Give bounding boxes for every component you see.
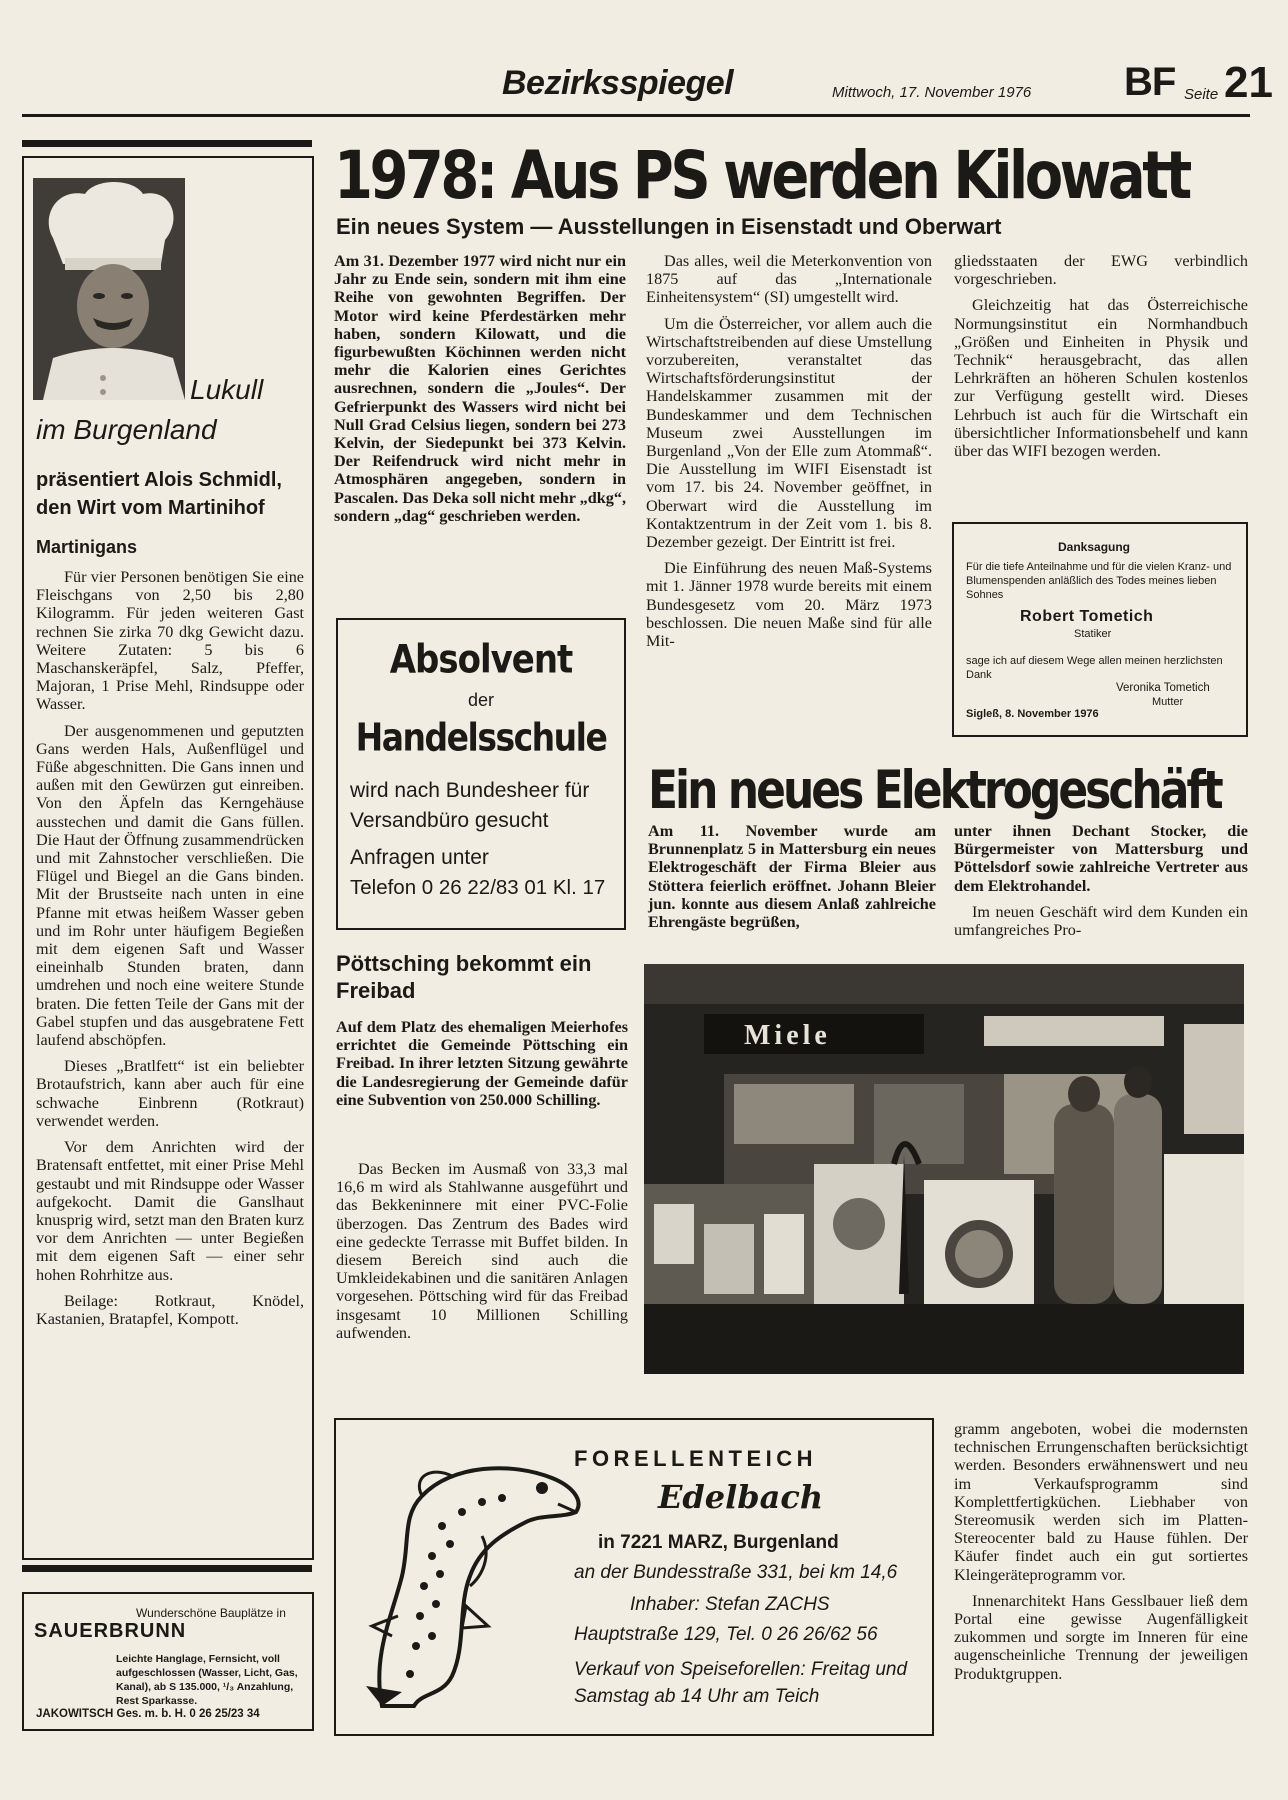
danksagung-signature-role: Mutter <box>1152 696 1184 708</box>
forellen-ad-location: in 7221 MARZ, Burgenland <box>598 1532 839 1553</box>
column-rule-bottom <box>22 1565 312 1572</box>
masthead-rule <box>22 114 1250 117</box>
trout-illustration <box>362 1456 592 1716</box>
article-paragraph: Im neuen Geschäft wird dem Kunden ein umfangreiches Pro- <box>954 902 1248 940</box>
issue-date: Mittwoch, 17. November 1976 <box>832 84 1032 101</box>
shop-interior-image <box>644 964 1244 1374</box>
chef-photo <box>33 178 185 400</box>
forellen-ad-place: Edelbach <box>658 1478 824 1516</box>
recipe-paragraph: Der ausgenommenen und geputzten Gans werden Hals, Außenflügel und Füße abgeschnitten. Die Gans innen und außen mit den Gewürzen gut einreiben. Von den Äpfeln das Kerngehäuse ausstechen und damit die Gans füllen. Die Haut der Öffnung zusammendrücken und mit Zahnstocher verschließen. Die Flügel und Biegel an die Gans binden. Mit der Brustseite nach unten in eine Pfanne mit etwas heißem Wasser geben und im Rohr unter häufigem Begießen mit dem eigenen Saft und Wasser eineinhalb Stunden braten, dann umdrehen und noch eine weitere Stunde braten. Die fetten Teile der Gans mit der Gabel stupfen und das ausgebratene Fett laufend abschöpfen. <box>36 721 304 1050</box>
article-paragraph: gliedsstaaten der EWG verbindlich vorgeschrieben. <box>954 252 1248 289</box>
article-paragraph: Um die Österreicher, vor allem auch die Wirtschaftstreibenden auf diese Umstellung vorzubereiten, veranstaltet das Wirtschaftsförderungsinstitut der Handelskammer zusammen mit der Bundeskammer und dem Technischen Museum zwei Ausstellungen im Burgenland „Von der Elle zum Atommaß“. Die Ausstellung im WIFI Eisenstadt ist vom 17. bis 24. November geöffnet, in Oberwart wird die Ausstellung im Kontaktzentrum in der Zeit vom 1. bis 8. Dezember gezeigt. Der Eintritt ist frei. <box>646 314 932 552</box>
main-headline: 1978: Aus PS werden Kilowatt <box>334 138 1189 215</box>
danksagung-place-date: Sigleß, 8. November 1976 <box>966 708 1099 720</box>
lukull-subtitle: präsentiert Alois Schmidl, den Wirt vom Martinihof <box>36 469 282 519</box>
recipe-body <box>36 568 304 1336</box>
sauerbrunn-ad-intro: Wunderschöne Bauplätze in <box>136 1606 286 1620</box>
article-paragraph: unter ihnen Dechant Stocker, die Bürgermeister von Mattersburg und Pöttelsdorf sowie zahlreiche Vertreter aus dem Elektrohandel. <box>954 822 1248 895</box>
poettsching-lead: Auf dem Platz des ehemaligen Meierhofes errichtet die Gemeinde Pöttsching ein Freibad. In ihrer letzten Sitzung gewährte die Landesregierung der Gemeinde dafür eine Subvention von 250.000 Schilling. <box>336 1018 628 1109</box>
column-rule-top <box>22 140 312 147</box>
recipe-paragraph: Für vier Personen benötigen Sie eine Fleischgans von 2,50 bis 2,80 Kilogramm. Für jeden weiteren Gast rechnen Sie zirka 70 dkg Gewicht dazu. Weitere Zutaten: 5 bis 6 Maschanskeräpfel, Salz, Pfeffer, Majoran, 1 Prise Mehl, Rindsuppe oder Wasser. <box>36 568 304 714</box>
main-article-lead: Am 31. Dezember 1977 wird nicht nur ein Jahr zu Ende sein, sondern mit ihm eine Reihe von gewohnten Begriffen. Der Motor wird keine Pferdestärken mehr haben, sondern Kilowatt, und die figurbewußten Köchinnen werden nicht mehr die Kalorien eines Gerichtes ausrechnen, sondern die „Joules“. Der Gefrierpunkt des Wassers wird nicht bei Null Grad Celsius liegen, sondern bei 273 Kelvin, der Siedepunkt bei 373 Kelvin. Der Reifendruck wird nicht mehr in Atmosphären angegeben, sondern in Pascalen. Das Deka soll nicht mehr „dkg“, sondern „dag“ geschrieben werden. <box>334 252 626 525</box>
danksagung-title: Danksagung <box>1058 540 1131 554</box>
elektro-headline: Ein neues Elektrogeschäft <box>648 760 1221 822</box>
article-paragraph: Innenarchitekt Hans Gesslbauer ließ dem Portal eine gewisse Augenfälligkeit zukommen und sorgte im Inneren für eine augenscheinliche Trennung der jeweiligen Produktgruppen. <box>954 1591 1248 1683</box>
article-paragraph: Das Becken im Ausmaß von 33,3 mal 16,6 m wird als Stahlwanne ausgeführt und das Bekkeninnere mit einer PVC-Folie überzogen. Das Zentrum des Bades wird eine gedeckte Terrasse mit Buffet bilden. In diesem Bereich sind auch die Umkleidekabinen und die sanitären Anlagen vorgesehen. Pöttsching wird für das Freibad insgesamt 10 Millionen Schilling aufwenden. <box>336 1160 628 1342</box>
recipe-paragraph: Dieses „Bratlfett“ ist ein beliebter Brotaufstrich, kann aber auch für eine schwache Einbrenn (Rotkraut) verwendet werden. <box>36 1057 304 1130</box>
shop-photo <box>644 964 1244 1374</box>
forellen-ad-owner: Inhaber: Stefan ZACHS <box>630 1594 830 1615</box>
article-paragraph: Gleichzeitig hat das Österreichische Normungsinstitut ein Normhandbuch „Größen und Einheiten in Physik und Technik“ herausgebracht, das allen Lehrkräften an höheren Schulen kostenlos zur Verfügung gestellt wird. Dieses Lehrbuch ist auch für die Wirtschaft ein übersichtlicher Informationsbehelf und kann über das WIFI bezogen werden. <box>954 296 1248 461</box>
danksagung-signature: Veronika Tometich <box>1116 682 1210 694</box>
poettsching-headline: Pöttsching bekommt ein Freibad <box>336 951 592 1003</box>
forellen-ad-address: Hauptstraße 129, Tel. 0 26 26/62 56 <box>574 1624 878 1645</box>
newspaper-logo: BF <box>1124 60 1176 104</box>
sauerbrunn-ad-details: Leichte Hanglage, Fernsicht, voll aufgeschlossen (Wasser, Licht, Gas, Kanal), ab S 135.000, ¹/₃ Anzahlung, Rest Sparkasse. <box>116 1653 298 1707</box>
danksagung-thanks: sage ich auf diesem Wege allen meinen herzlichsten Dank <box>966 655 1223 681</box>
article-paragraph: Die Einführung des neuen Maß-Systems mit 1. Jänner 1978 wurde bereits mit einem Bundesgesetz vom 20. März 1973 beschlossen. Die neuen Maße sind für alle Mit- <box>646 559 932 651</box>
main-article-column-2 <box>646 252 932 658</box>
elektro-lead: Am 11. November wurde am Brunnenplatz 5 in Mattersburg ein neues Elektrogeschäft der Firma Bleier aus Stöttera feierlich eröffnet. Johann Bleier jun. konnte aus diesem Anlaß zahlreiche Ehrengäste begrüßen, <box>648 822 936 932</box>
chef-portrait-image <box>33 178 185 400</box>
absolvent-ad-school: Handelsschule <box>355 715 607 760</box>
main-article-column-3 <box>954 252 1248 468</box>
lukull-title-line2: im Burgenland <box>36 414 217 445</box>
newspaper-name: Bezirksspiegel <box>502 64 734 102</box>
lukull-title-line1: Lukull <box>190 374 264 405</box>
danksagung-role: Statiker <box>1074 628 1112 640</box>
article-paragraph: Das alles, weil die Meterkonvention von 1875 auf das „Internationale Einheitensystem“ (SI) umgestellt wird. <box>646 252 932 307</box>
main-subheadline: Ein neues System — Ausstellungen in Eisenstadt und Oberwart <box>336 214 1002 239</box>
miele-sign: Miele <box>744 1020 831 1051</box>
page-label: Seite <box>1184 86 1219 103</box>
danksagung-name: Robert Tometich <box>1020 608 1154 625</box>
elektro-column-3 <box>954 1420 1248 1691</box>
absolvent-ad-title: Absolvent <box>389 637 573 683</box>
poettsching-body <box>336 1160 628 1350</box>
recipe-title: Martinigans <box>36 537 138 557</box>
forellen-ad-road: an der Bundesstraße 331, bei km 14,6 <box>574 1562 898 1583</box>
danksagung-text: Für die tiefe Anteilnahme und für die vielen Kranz- und Blumenspenden anläßlich des Todes meines lieben Sohnes <box>966 561 1232 601</box>
absolvent-ad-phone: Telefon 0 26 22/83 01 Kl. 17 <box>350 876 606 899</box>
trout-icon <box>362 1456 592 1716</box>
article-paragraph: gramm angeboten, wobei die modernsten technischen Errungenschaften berücksichtigt werden. Besonders erwähnenswert und neu im Verkaufsprogramm sind Komplettfertigküchen. Liebhaber von Stereomusik werden sich im Platten-Stereocenter bald zu Hause fühlen. Der Käufer findet auch ein gut sortiertes Kleingeräteprogramm vor. <box>954 1420 1248 1584</box>
absolvent-ad-inquiry: Anfragen unter <box>350 846 489 869</box>
masthead <box>24 58 1272 118</box>
absolvent-ad-der: der <box>467 690 494 710</box>
recipe-paragraph: Beilage: Rotkraut, Knödel, Kastanien, Bratapfel, Kompott. <box>36 1291 304 1328</box>
elektro-column-2 <box>954 822 1248 947</box>
recipe-paragraph: Vor dem Anrichten wird der Bratensaft entfettet, mit einer Prise Mehl gestaubt und mit Rindsuppe oder Wasser aufgekocht. Damit die Ganslhaut knusprig wird, setzt man den Braten kurz vor dem Anrichten — unter Begießen mit dem eigenen Saft — einer sehr hohen Rohrhitze aus. <box>36 1138 304 1284</box>
forellen-ad-sales: Verkauf von Speiseforellen: Freitag und Samstag ab 14 Uhr am Teich <box>574 1659 908 1707</box>
absolvent-ad-description: wird nach Bundesheer für Versandbüro gesucht <box>350 779 590 832</box>
forellen-ad-title: FORELLENTEICH <box>574 1446 818 1471</box>
sauerbrunn-ad-title: SAUERBRUNN <box>34 1620 187 1642</box>
sauerbrunn-ad-contact: JAKOWITSCH Ges. m. b. H. 0 26 25/23 34 <box>36 1708 260 1720</box>
page-number: 21 <box>1224 58 1273 107</box>
